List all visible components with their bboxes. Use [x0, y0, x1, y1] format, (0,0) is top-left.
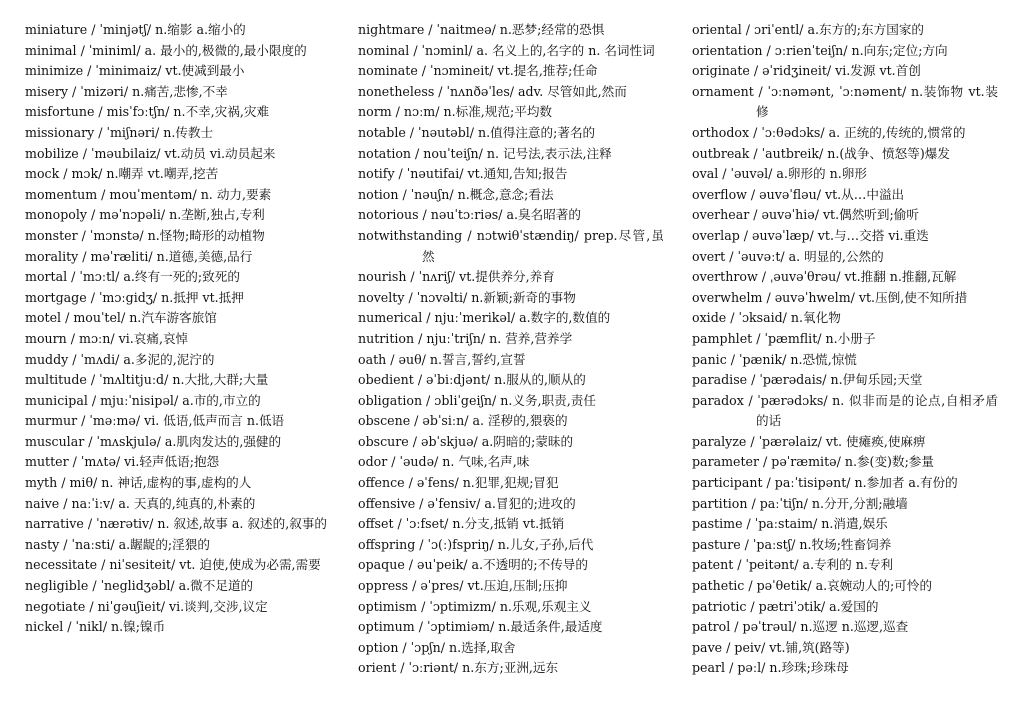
vocab-entry: offensive / əˈfensiv/ a.冒犯的;进攻的 [358, 495, 576, 511]
vocab-entry: notion / ˈnəuʃn/ n.概念,意念;看法 [358, 186, 554, 202]
vocab-entry: norm / nɔːm/ n.标准,规范;平均数 [358, 104, 553, 120]
vocab-entry: miniature / ˈminjətʃ/ n.缩影 a.缩小的 [25, 22, 246, 37]
vocab-entry: notify / ˈnəutifai/ vt.通知,告知;报告 [358, 166, 568, 182]
vocab-entry: mourn / mɔːn/ vi.哀痛,哀悼 [25, 330, 189, 346]
vocab-entry: motel / mouˈtel/ n.汽车游客旅馆 [25, 310, 217, 326]
vocab-entry: partition / paːˈtiʃn/ n.分开,分割;融墙 [692, 495, 908, 511]
vocab-entry: nutrition / njuːˈtriʃn/ n. 营养,营养学 [358, 330, 573, 346]
vocab-entry: pastime / ˈpaːstaim/ n.消遣,娱乐 [692, 516, 888, 532]
vocab-entry: obscure / əbˈskjuə/ a.阴暗的;蒙昧的 [358, 433, 574, 449]
column-2 [358, 20, 664, 679]
vocab-entry: myth / miθ/ n. 神话,虚构的事,虚构的人 [25, 475, 252, 491]
vocab-entry: outbreak / ˈautbreik/ n.(战争、愤怒等)爆发 [692, 145, 950, 161]
vocab-entry: minimal / ˈminiml/ a. 最小的,极微的,最小限度的 [25, 42, 307, 58]
vocab-entry: ornament / ˈɔːnəmənt, ˈɔːnəment/ n.装饰物 vt.装修 [692, 83, 998, 120]
vocab-entry: muscular / ˈmʌskjulə/ a.肌肉发达的,强健的 [25, 433, 282, 449]
vocab-entry: oval / ˈəuvəl/ a.卵形的 n.卵形 [692, 166, 867, 182]
vocab-entry: obedient / əˈbiːdjənt/ n.服从的,顺从的 [358, 372, 586, 388]
vocab-entry: mobilize / ˈməubilaiz/ vt.动员 vi.动员起来 [25, 145, 276, 161]
column-1 [25, 20, 327, 638]
vocab-entry: overhear / əuvəˈhiə/ vt.偶然听到;偷听 [692, 207, 919, 223]
vocab-entry: nominal / ˈnɔminl/ a. 名义上的,名字的 n. 名词性词 [358, 42, 655, 58]
vocab-entry: participant / paːˈtisipənt/ n.参加者 a.有份的 [692, 475, 958, 491]
vocab-entry: pasture / ˈpaːstʃ/ n.牧场;牲畜饲养 [692, 536, 892, 552]
vocab-entry: missionary / ˈmiʃnəri/ n.传教士 [25, 124, 214, 140]
vocab-entry: muddy / ˈmʌdi/ a.多泥的,泥泞的 [25, 351, 215, 367]
vocab-entry: panic / ˈpænik/ n.恐慌,惊慌 [692, 351, 857, 367]
vocab-entry: notorious / nəuˈtɔːriəs/ a.臭名昭著的 [358, 207, 581, 223]
vocab-entry: option / ˈɔpʃn/ n.选择,取舍 [358, 639, 516, 655]
vocab-entry: mortgage / ˈmɔːgidʒ/ n.抵押 vt.抵押 [25, 289, 244, 305]
vocab-entry: nickel / ˈnikl/ n.镍;镍币 [25, 619, 166, 635]
vocab-entry: misfortune / misˈfɔːtʃn/ n.不幸,灾祸,灾难 [25, 104, 270, 120]
vocab-entry: obligation / ɔbliˈgeiʃn/ n.义务,职责,责任 [358, 392, 596, 408]
vocab-entry: overlap / əuvəˈlæp/ vt.与…交搭 vi.重迭 [692, 227, 929, 243]
vocab-entry: momentum / mouˈmentəm/ n. 动力,要素 [25, 186, 272, 202]
vocab-entry: necessitate / niˈsesiteit/ vt. 迫使,使成为必需,需要 [25, 557, 321, 573]
vocab-entry: obscene / əbˈsiːn/ a. 淫秽的,猥亵的 [358, 413, 568, 429]
vocab-entry: morality / məˈræliti/ n.道德,美德,品行 [25, 248, 253, 264]
vocab-entry: offspring / ˈɔ(ː)fspriŋ/ n.儿女,子孙,后代 [358, 536, 594, 552]
column-3 [692, 20, 998, 679]
vocab-entry: orthodox / ˈɔːθədɔks/ a. 正统的,传统的,惯常的 [692, 124, 966, 140]
vocab-entry: orientation / ɔːrienˈteiʃn/ n.向东;定位;方向 [692, 42, 948, 58]
vocab-entry: nonetheless / ˈnʌnðəˈles/ adv. 尽管如此,然而 [358, 83, 627, 99]
vocab-entry: notation / nouˈteiʃn/ n. 记号法,表示法,注释 [358, 145, 612, 161]
vocab-entry: numerical / njuːˈmerikəl/ a.数字的,数值的 [358, 310, 611, 326]
vocab-entry: misery / ˈmizəri/ n.痛苦,悲惨,不幸 [25, 83, 228, 99]
vocab-entry: novelty / ˈnɔvəlti/ n.新颖;新奇的事物 [358, 289, 576, 305]
vocab-entry: naive / naːˈiːv/ a. 天真的,纯真的,朴素的 [25, 495, 256, 511]
vocab-entry: minimize / ˈminimaiz/ vt.使减到最小 [25, 63, 245, 79]
vocab-entry: paradox / ˈpærədɔks/ n. 似非而是的论点,自相矛盾的话 [692, 392, 998, 429]
vocab-entry: pathetic / pəˈθetik/ a.哀婉动人的;可怜的 [692, 578, 933, 594]
vocab-entry: optimism / ˈɔptimizm/ n.乐观,乐观主义 [358, 598, 592, 614]
vocab-entry: monster / ˈmɔnstə/ n.怪物;畸形的动植物 [25, 227, 265, 243]
vocab-entry: paralyze / ˈpærəlaiz/ vt. 使瘫痪,使麻痹 [692, 433, 926, 449]
vocab-entry: oxide / ˈɔksaid/ n.氧化物 [692, 310, 841, 326]
vocab-entry: nasty / ˈnaːsti/ a.龌龊的;淫猥的 [25, 536, 210, 552]
vocab-entry: notable / ˈnəutəbl/ n.值得注意的;著名的 [358, 124, 596, 140]
vocab-entry: monopoly / məˈnɔpəli/ n.垄断,独占,专利 [25, 207, 265, 223]
vocab-entry: oriental / ɔriˈentl/ a.东方的;东方国家的 [692, 22, 925, 37]
vocab-entry: mock / mɔk/ n.嘲弄 vt.嘲弄,挖苦 [25, 166, 219, 182]
vocab-entry: orient / ˈɔːriənt/ n.东方;亚洲,远东 [358, 660, 559, 676]
vocab-entry: nominate / ˈnɔmineit/ vt.提名,推荐;任命 [358, 63, 598, 79]
vocab-entry: overflow / əuvəˈfləu/ vt.从…中溢出 [692, 186, 905, 202]
vocab-entry: mortal / ˈmɔːtl/ a.终有一死的;致死的 [25, 269, 240, 285]
vocab-entry: pamphlet / ˈpæmflit/ n.小册子 [692, 330, 876, 346]
vocab-entry: odor / ˈəudə/ n. 气味,名声,味 [358, 454, 530, 470]
vocab-entry: paradise / ˈpærədais/ n.伊甸乐园;天堂 [692, 372, 923, 388]
vocab-entry: pearl / pəːl/ n.珍珠;珍珠母 [692, 660, 849, 676]
vocab-entry: offence / əˈfens/ n.犯罪,犯规;冒犯 [358, 475, 559, 491]
vocab-entry: narrative / ˈnærətiv/ n. 叙述,故事 a. 叙述的,叙事的 [25, 516, 327, 532]
vocab-entry: overthrow / ˌəuvəˈθrəu/ vt.推翻 n.推翻,瓦解 [692, 269, 957, 285]
vocab-entry: overwhelm / əuvəˈhwelm/ vt.压倒,使不知所措 [692, 289, 968, 305]
vocab-entry: patriotic / pætriˈɔtik/ a.爱国的 [692, 598, 879, 614]
vocab-entry: optimum / ˈɔptimiəm/ n.最适条件,最适度 [358, 619, 603, 635]
vocab-entry: overt / ˈəuvəːt/ a. 明显的,公然的 [692, 248, 884, 264]
vocab-entry: opaque / əuˈpeik/ a.不透明的;不传导的 [358, 557, 588, 573]
vocab-entry: municipal / mjuːˈnisipəl/ a.市的,市立的 [25, 392, 261, 408]
vocab-entry: pave / peiv/ vt.铺,筑(路等) [692, 639, 850, 655]
vocab-entry: negligible / ˈneglidʒəbl/ a.微不足道的 [25, 578, 254, 594]
vocab-entry: oppress / əˈpres/ vt.压迫,压制;压抑 [358, 578, 568, 594]
vocab-entry: mutter / ˈmʌtə/ vi.轻声低语;抱怨 [25, 454, 220, 470]
vocab-entry: notwithstanding / nɔtwiθˈstændiŋ/ prep.尽管,虽然 [358, 227, 664, 264]
vocab-entry: multitude / ˈmʌltitjuːd/ n.大批,大群;大量 [25, 372, 269, 388]
vocab-entry: patent / ˈpeitənt/ a.专利的 n.专利 [692, 557, 894, 573]
vocab-entry: negotiate / niˈgəuʃieit/ vi.谈判,交涉,议定 [25, 598, 268, 614]
vocab-entry: parameter / pəˈræmitə/ n.参(变)数;参量 [692, 454, 934, 470]
vocab-entry: nightmare / ˈnaitmeə/ n.恶梦;经常的恐惧 [358, 22, 605, 37]
vocab-entry: patrol / pəˈtrəul/ n.巡逻 n.巡逻,巡查 [692, 619, 909, 635]
vocab-entry: originate / əˈridʒineit/ vi.发源 vt.首创 [692, 63, 921, 79]
vocab-entry: offset / ˈɔːfset/ n.分支,抵销 vt.抵销 [358, 516, 565, 532]
vocab-entry: oath / əuθ/ n.誓言,誓约,宣誓 [358, 351, 526, 367]
vocab-entry: murmur / ˈməːmə/ vi. 低语,低声而言 n.低语 [25, 413, 285, 429]
vocab-entry: nourish / ˈnʌriʃ/ vt.提供养分,养育 [358, 269, 555, 285]
